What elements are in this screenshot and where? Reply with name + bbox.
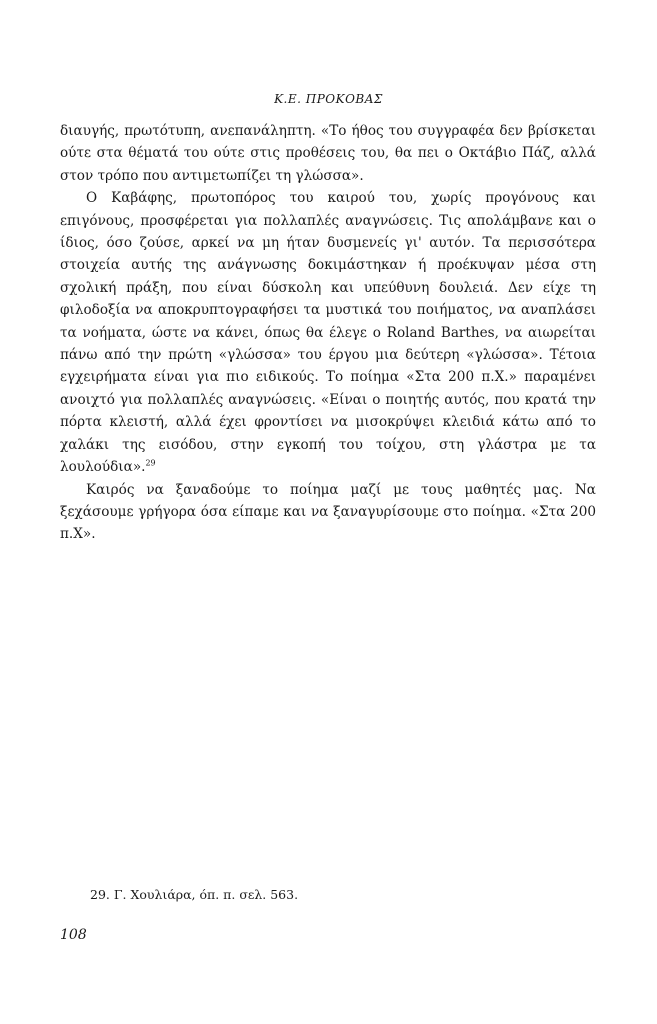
body-text: [60, 120, 596, 546]
paragraph-2-text: Ο Καβάφης, πρωτοπόρος του καιρού του, χωρίς προγόνους και επιγόνους, προσφέρεται για πολλαπλές αναγνώσεις. Τις απολάμβανε και ο ίδιος, όσο ζούσε, αρκεί να μη ήταν δυσμενείς γι' αυτόν. Τα περισσότερα στοιχεία αυτής της ανάγνωσης δοκιμάστηκαν ή προέκυψαν μέσα στη σχολική πράξη, που είναι δύσκολη και υπεύθυνη δουλειά. Δεν είχε τη φιλοδοξία να αποκρυπτογραφήσει τα μυστικά του ποιήματος, να αναπλάσει τα νοήματα, ώστε να κάνει, όπως θα έλεγε ο Roland Barthes, να αιωρείται πάνω από την πρώτη «γλώσσα» του έργου μια δεύτερη «γλώσσα». Τέτοια εγχειρήματα είναι για πιο ειδικούς. Το ποίημα «Στα 200 π.Χ.» παραμένει ανοιχτό για πολλαπλές αναγνώσεις. «Είναι ο ποιητής αυτός, που κρατά την πόρτα κλειστή, αλλά έχει φροντίσει να μισοκρύψει κλειδιά κάτω από το χαλάκι της εισόδου, στην εγκοπή του τοίχου, στη γλάστρα με τα λουλούδια».: [60, 190, 596, 476]
paragraph-1: [60, 120, 596, 187]
paragraph-3: [60, 479, 596, 546]
running-head: Κ.Ε. ΠΡΟΚΟΒΑΣ: [274, 92, 383, 106]
page-number: 108: [60, 927, 87, 943]
footnote: 29. Γ. Χουλιάρα, όπ. π. σελ. 563.: [90, 887, 299, 902]
paragraph-1-text: διαυγής, πρωτότυπη, ανεπανάληπτη. «Το ήθος του συγγραφέα δεν βρίσκεται ούτε στα θέματά του ούτε στις προθέσεις του, θα πει ο Οκτάβιο Πάζ, αλλά στον τρόπο που αντιμετωπίζει τη γλώσσα».: [60, 123, 596, 184]
paragraph-3-text: Καιρός να ξαναδούμε το ποίημα μαζί με τους μαθητές μας. Να ξεχάσουμε γρήγορα όσα είπαμε και να ξαναγυρίσουμε στο ποίημα. «Στα 200 π.Χ».: [60, 481, 596, 543]
paragraph-2: [60, 187, 596, 478]
footnote-reference: 29: [145, 458, 156, 468]
